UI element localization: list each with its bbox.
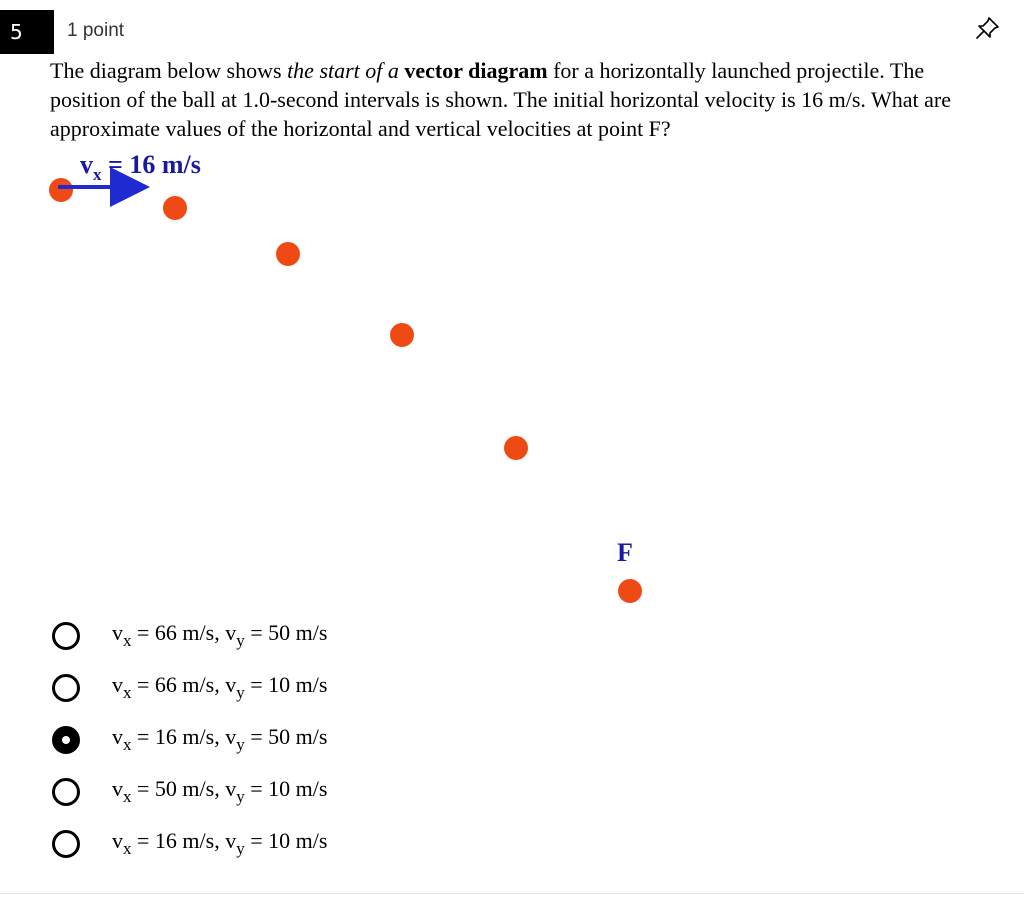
- answer-option-3[interactable]: [50, 716, 650, 756]
- ball-position-f: [618, 579, 642, 603]
- question-text-bold: vector diagram: [404, 58, 548, 83]
- point-f-label: F: [617, 538, 633, 567]
- question-number: 5: [10, 20, 23, 44]
- answer-option-1[interactable]: [50, 612, 650, 652]
- answer-option-text: $v_x = 66$ m/s, $v_y = 50$ m/s: [112, 620, 328, 650]
- radio-button-selected[interactable]: [52, 726, 80, 754]
- question-text-part: The diagram below shows: [50, 58, 288, 83]
- velocity-label-symbol: v: [80, 150, 93, 179]
- ball-position-1: [49, 178, 73, 202]
- answer-option-text: $v_x = 66$ m/s, $v_y = 10$ m/s: [112, 672, 328, 702]
- radio-button[interactable]: [52, 674, 80, 702]
- radio-button[interactable]: [52, 778, 80, 806]
- answer-option-text: $v_x = 50$ m/s, $v_y = 10$ m/s: [112, 776, 328, 806]
- projectile-diagram: [0, 140, 1024, 620]
- question-text-italic: the start of a: [287, 58, 399, 83]
- question-text-part: for a horizontally launched projectile. The position of the ball at 1.0-second intervals is shown. The initial horizontal velocity is 16 m/s. What are approximate values of the horizontal and vertical velocities at point F?: [50, 58, 952, 141]
- velocity-label: [80, 150, 201, 184]
- ball-position-4: [390, 323, 414, 347]
- pin-icon[interactable]: [972, 14, 1002, 44]
- answer-option-4[interactable]: [50, 768, 650, 808]
- question-text: [50, 56, 1000, 143]
- radio-button[interactable]: [52, 830, 80, 858]
- answer-option-2[interactable]: [50, 664, 650, 704]
- ball-position-5: [504, 436, 528, 460]
- divider: [0, 893, 1024, 894]
- radio-button[interactable]: [52, 622, 80, 650]
- ball-position-2: [163, 196, 187, 220]
- ball-position-3: [276, 242, 300, 266]
- points-label: 1 point: [67, 20, 125, 41]
- answer-option-text: $v_x = 16$ m/s, $v_y = 50$ m/s: [112, 724, 328, 754]
- velocity-label-value: = 16 m/s: [101, 150, 201, 179]
- answer-option-text: $v_x = 16$ m/s, $v_y = 10$ m/s: [112, 828, 328, 858]
- velocity-label-subscript: x: [93, 165, 102, 184]
- question-number-badge: [0, 10, 54, 54]
- answer-option-5[interactable]: [50, 820, 650, 860]
